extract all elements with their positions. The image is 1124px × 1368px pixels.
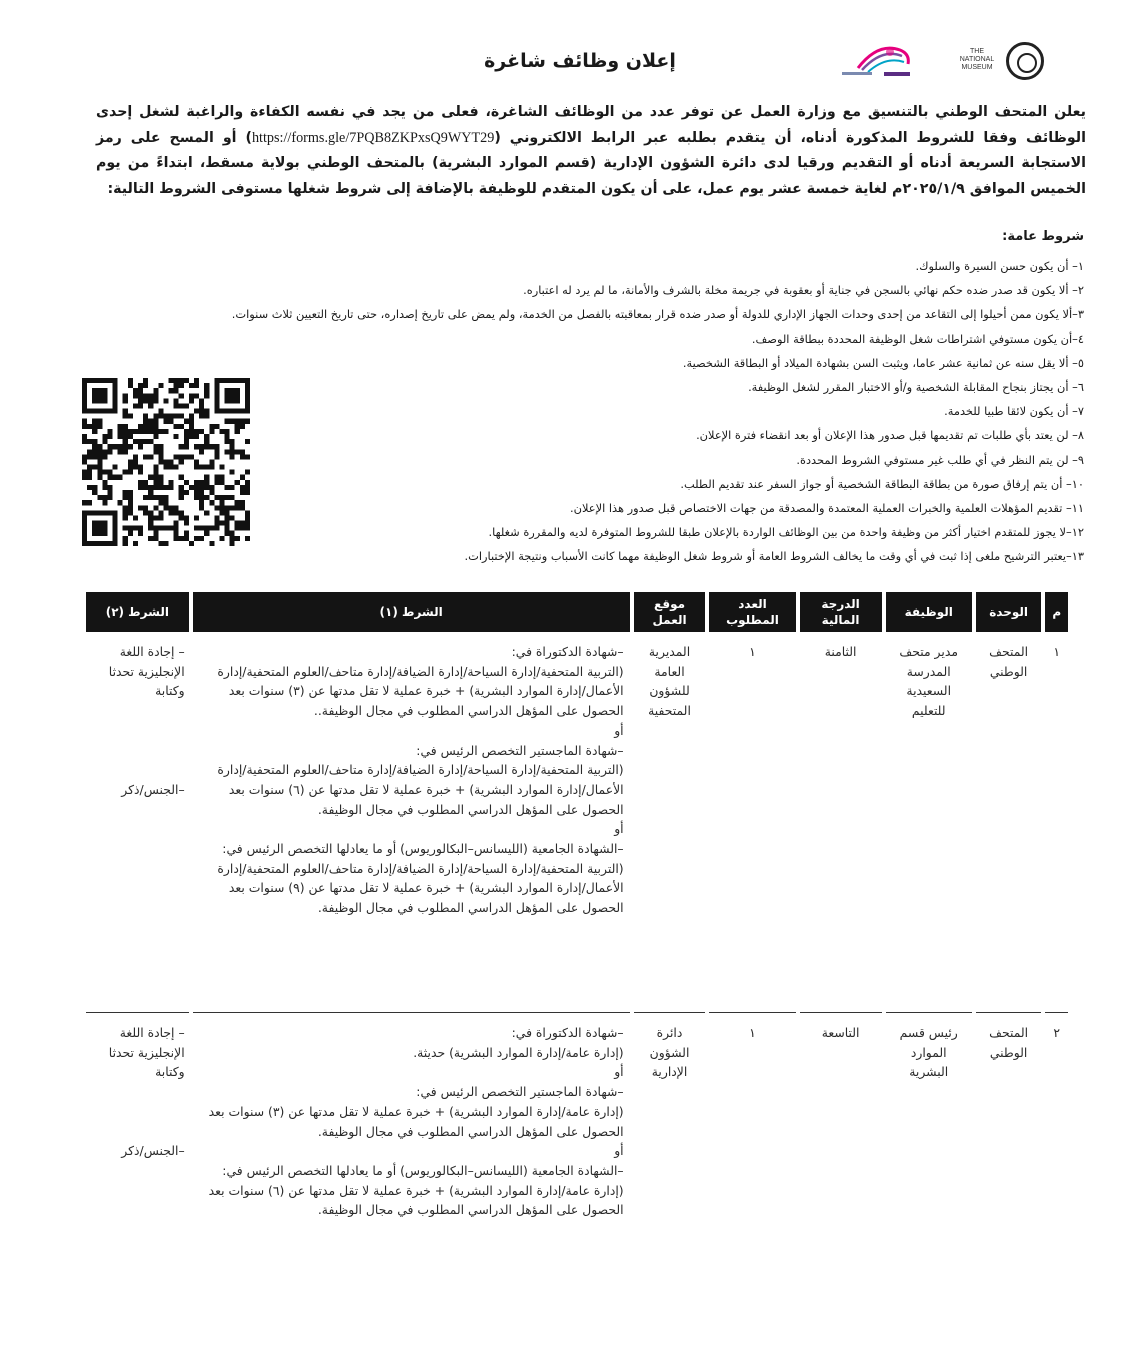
cell-count: ١ xyxy=(709,1012,795,1220)
cell-count: ١ xyxy=(749,644,756,659)
cell-grade: التاسعة xyxy=(800,1012,882,1220)
table-header-row xyxy=(86,592,1068,632)
cell-job: مدير متحف المدرسة السعيدية للتعليم xyxy=(899,644,958,719)
condition-item: ٣–ألا يكون ممن أحيلوا إلى التقاعد من إحدى وحدات الجهاز الإداري للدولة أو صدر ضده قرار بمعاقبته بالفصل من الخدمة، ولم يمض على تاريخ إصداره، حتى تاريخ التعيين ثلاث سنوات. xyxy=(231,307,1084,322)
condition-item: ٤–أن يكون مستوفي اشتراطات شغل الوظيفة المحددة ببطاقة الوصف. xyxy=(751,331,1084,346)
header-unit: الوحدة xyxy=(976,592,1042,632)
table-row xyxy=(86,1012,1068,1220)
condition-item: ١٠– أن يتم إرفاق صورة من بطاقة البطاقة الشخصية أو جواز السفر عند تقديم الطلب. xyxy=(680,476,1084,491)
qr-code-icon[interactable] xyxy=(82,378,250,546)
condition-item: ١٢–لا يجوز للمتقدم اختيار أكثر من وظيفة واحدة من بين الوظائف الواردة بالإعلان طبقا للشروط المتوفرة لديه والمقررة شغلها. xyxy=(488,525,1084,540)
cell-cond2: – إجادة اللغة الإنجليزية تحدثا وكتابة –الجنس/ذكر xyxy=(108,644,185,797)
header-count: العدد المطلوب xyxy=(709,592,795,632)
condition-item: ١٣–يعتبر الترشيح ملغى إذا ثبت في أي وقت ما يخالف الشروط العامة أو شروط شغل الوظيفة مهما كانت الأسباب ونتيجة الإختبارات. xyxy=(464,549,1084,564)
cell-location: المديرية العامة للشؤون المتحفية xyxy=(648,644,691,719)
cell-cond2: – إجادة اللغة الإنجليزية تحدثا وكتابة –الجنس/ذكر xyxy=(86,1012,189,1220)
condition-item: ٧– أن يكون لائقا طبيا للخدمة. xyxy=(944,404,1084,419)
museum-logo-text: THE NATIONAL MUSEUM xyxy=(959,48,995,71)
cell-unit: المتحف الوطني xyxy=(989,644,1029,679)
cell-location: دائرة الشؤون الإدارية xyxy=(634,1012,706,1220)
page-title: إعلان وظائف شاغرة xyxy=(484,50,676,72)
cell-no: ٢ xyxy=(1045,1012,1068,1220)
condition-item: ٩– لن يتم النظر في أي طلب غير مستوفي الشروط المحددة. xyxy=(796,452,1084,467)
intro-text-after: ) أو المسح على رمز الاستجابة السريعة أدناه أو التقديم ورقيا لدى دائرة الشؤون الإدارية (قسم الموارد البشرية) بالمتحف الوطني بولاية مسقط، ابتداءً من يوم الخميس الموافق ٢٠٢٥/١/٩م لغاية خمسة عشر يوم عمل، على أن يكون المتقدم للوظيفة بالإضافة إلى شروط شغلها مستوفى الشروط التالية: xyxy=(96,129,1086,197)
general-conditions-heading: شروط عامة: xyxy=(1002,229,1084,244)
national-museum-logo xyxy=(948,40,1058,84)
condition-item: ٥– ألا يقل سنه عن ثمانية عشر عاما، ويثبت السن بشهادة الميلاد أو البطاقة الشخصية. xyxy=(682,355,1084,370)
header-cond2: الشرط (٢) xyxy=(86,592,189,632)
cell-no: ١ xyxy=(1053,644,1061,659)
header-job: الوظيفة xyxy=(886,592,972,632)
condition-item: ٦– أن يجتاز بنجاح المقابلة الشخصية و/أو الاختبار المقرر لشغل الوظيفة. xyxy=(748,380,1084,395)
jobs-table xyxy=(82,592,1072,1220)
condition-item: ٢– ألا يكون قد صدر ضده حكم نهائي بالسجن في جناية أو بعقوبة في جريمة مخلة بالشرف والأمانة، ما لم يرد له اعتباره. xyxy=(523,283,1084,298)
vision-logo-icon xyxy=(838,38,928,84)
intro-paragraph xyxy=(96,100,1086,202)
condition-item: ١– أن يكون حسن السيرة والسلوك. xyxy=(915,259,1084,273)
museum-seal-icon xyxy=(1006,42,1044,80)
intro-text-before: يعلن المتحف الوطني بالتنسيق مع وزارة العمل عن توفر عدد من الوظائف الشاغرة، فعلى من يجد في نفسه الكفاءة والراغبة لشغل إحدى الوظائف وفقا للشروط المذكورة أدناه، أن يتقدم بطلبه عبر الرابط الالكتروني ( xyxy=(96,104,1086,146)
cell-unit: المتحف الوطني xyxy=(976,1012,1042,1220)
application-link[interactable]: https://forms.gle/7PQB8ZKPxsQ9WYT29 xyxy=(251,129,495,146)
condition-item: ٨– لن يعتد بأي طلبات تم تقديمها قبل صدور هذا الإعلان أو بعد انقضاء فترة الإعلان. xyxy=(696,428,1084,443)
cell-cond1: –شهادة الدكتوراة في: (إدارة عامة/إدارة الموارد البشرية) حديثة. أو –شهادة الماجستير التخصص الرئيس في: (إدارة عامة/إدارة الموارد البشرية) + خبرة عملية لا تقل مدتها عن (٣) سنوات بعد الحصول على المؤهل الدراسي المطلوب في مجال الوظيفة. أو –الشهادة الجامعية (الليسانس–البكالوريوس) أو ما يعادلها التخصص الرئيس في: (إدارة عامة/إدارة الموارد البشرية) + خبرة عملية لا تقل مدتها عن (٦) سنوات بعد الحصول على المؤهل الدراسي المطلوب في مجال الوظيفة. xyxy=(193,1012,630,1220)
header-cond1: الشرط (١) xyxy=(193,592,630,632)
table-row xyxy=(86,632,1068,1012)
header-grade: الدرجة المالية xyxy=(800,592,882,632)
header-location: موقع العمل xyxy=(634,592,706,632)
header-no: م xyxy=(1045,592,1068,632)
condition-item: ١١– تقديم المؤهلات العلمية والخبرات العملية المعتمدة والمصدقة من جهات الاختصاص قبل صدور هذا الإعلان. xyxy=(570,501,1084,516)
cell-grade: الثامنة xyxy=(824,644,857,659)
cell-cond1: –شهادة الدكتوراة في: (التربية المتحفية/إدارة السياحة/إدارة الضيافة/إدارة متاحف/العلوم المتحفية/إدارة الأعمال/إدارة الموارد البشرية) + خبرة عملية لا تقل مدتها عن (٣) سنوات بعد الحصول على المؤهل الدراسي المطلوب في مجال الوظيفة.. أو –شهادة الماجستير التخصص الرئيس في: (التربية المتحفية/إدارة السياحة/إدارة الضيافة/إدارة متاحف/العلوم المتحفية/إدارة الأعمال/إدارة الموارد البشرية) + خبرة عملية لا تقل مدتها عن (٦) سنوات بعد الحصول على المؤهل الدراسي المطلوب في مجال الوظيفة. أو –الشهادة الجامعية (الليسانس–البكالوريوس) أو ما يعادلها التخصص الرئيس في: (التربية المتحفية/إدارة السياحة/إدارة الضيافة/إدارة متاحف/العلوم المتحفية/إدارة الأعمال/إدارة الموارد البشرية) + خبرة عملية لا تقل مدتها عن (٩) سنوات بعد الحصول على المؤهل الدراسي المطلوب في مجال الوظيفة. xyxy=(217,644,624,916)
cell-job: رئيس قسم الموارد البشرية xyxy=(886,1012,972,1220)
